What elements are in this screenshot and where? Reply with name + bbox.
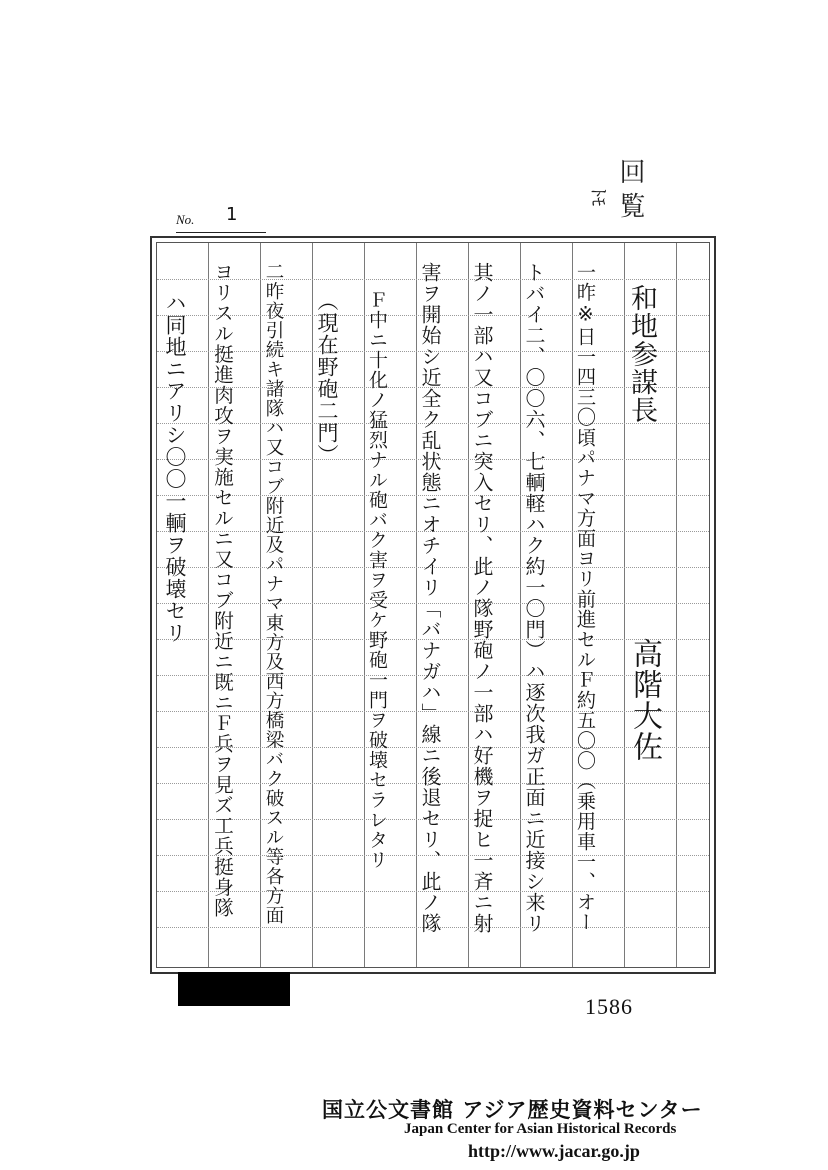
archive-name-english: Japan Center for Asian Historical Records xyxy=(404,1121,677,1137)
text-line-5: Ｆ中ニ十化ノ猛烈ナル砲バク害ヲ受ケ野砲一門ヲ破壊セラレタリ xyxy=(366,290,388,870)
manuscript-sheet xyxy=(150,236,716,974)
text-line-4: 害ヲ開始シ近全ク乱状態ニオチイリ「バナガハ」線ニ後退セリ、此ノ隊 xyxy=(418,262,442,934)
text-line-1: 一昨※日一四三〇頃パナマ方面ヨリ前進セルＦ約五〇〇（乗用車一、オー xyxy=(574,262,597,933)
circulation-stamp xyxy=(582,158,645,238)
text-line-7: 二昨夜引続キ諸隊ハ又コブ附近及パナマ東方及西方橋梁バク破スル等各方面 xyxy=(263,262,284,925)
text-line-9: ハ同地ニアリシ〇〇一輌ヲ破壊セリ xyxy=(163,292,187,644)
text-line-3: 其ノ一部ハ又コブニ突入セリ、此ノ隊野砲ノ一部ハ好機ヲ捉ヒ一斉ニ射 xyxy=(470,262,494,934)
page-number-value: 1 xyxy=(226,204,238,225)
archive-name-japanese: 国立公文書館 アジア歴史資料センター xyxy=(322,1098,703,1122)
archive-url: http://www.jacar.go.jp xyxy=(468,1141,640,1161)
stamp-char-3: ﾄﾓ xyxy=(587,188,608,206)
stamp-char-1: 回 xyxy=(615,158,645,184)
folio-number: 1586 xyxy=(585,994,633,1019)
sender: 高階大佐 xyxy=(627,638,662,762)
redaction-box xyxy=(178,972,290,1006)
text-line-8: ヨリスル挺進肉攻ヲ実施セルニ又コブ附近ニ既ニＦ兵ヲ見ズ工兵挺身隊 xyxy=(211,262,234,918)
addressee: 和地参謀長 xyxy=(626,284,657,424)
text-line-2: トバイ二、〇〇六、七輌軽ハク約一〇門）ハ逐次我ガ正面ニ近接シ来リ xyxy=(522,262,546,934)
text-line-6: （現在野砲二門） xyxy=(315,290,339,466)
stamp-char-2: 覧 xyxy=(615,192,645,218)
page-number-label: No. xyxy=(176,212,195,227)
page-number-field xyxy=(176,204,266,233)
